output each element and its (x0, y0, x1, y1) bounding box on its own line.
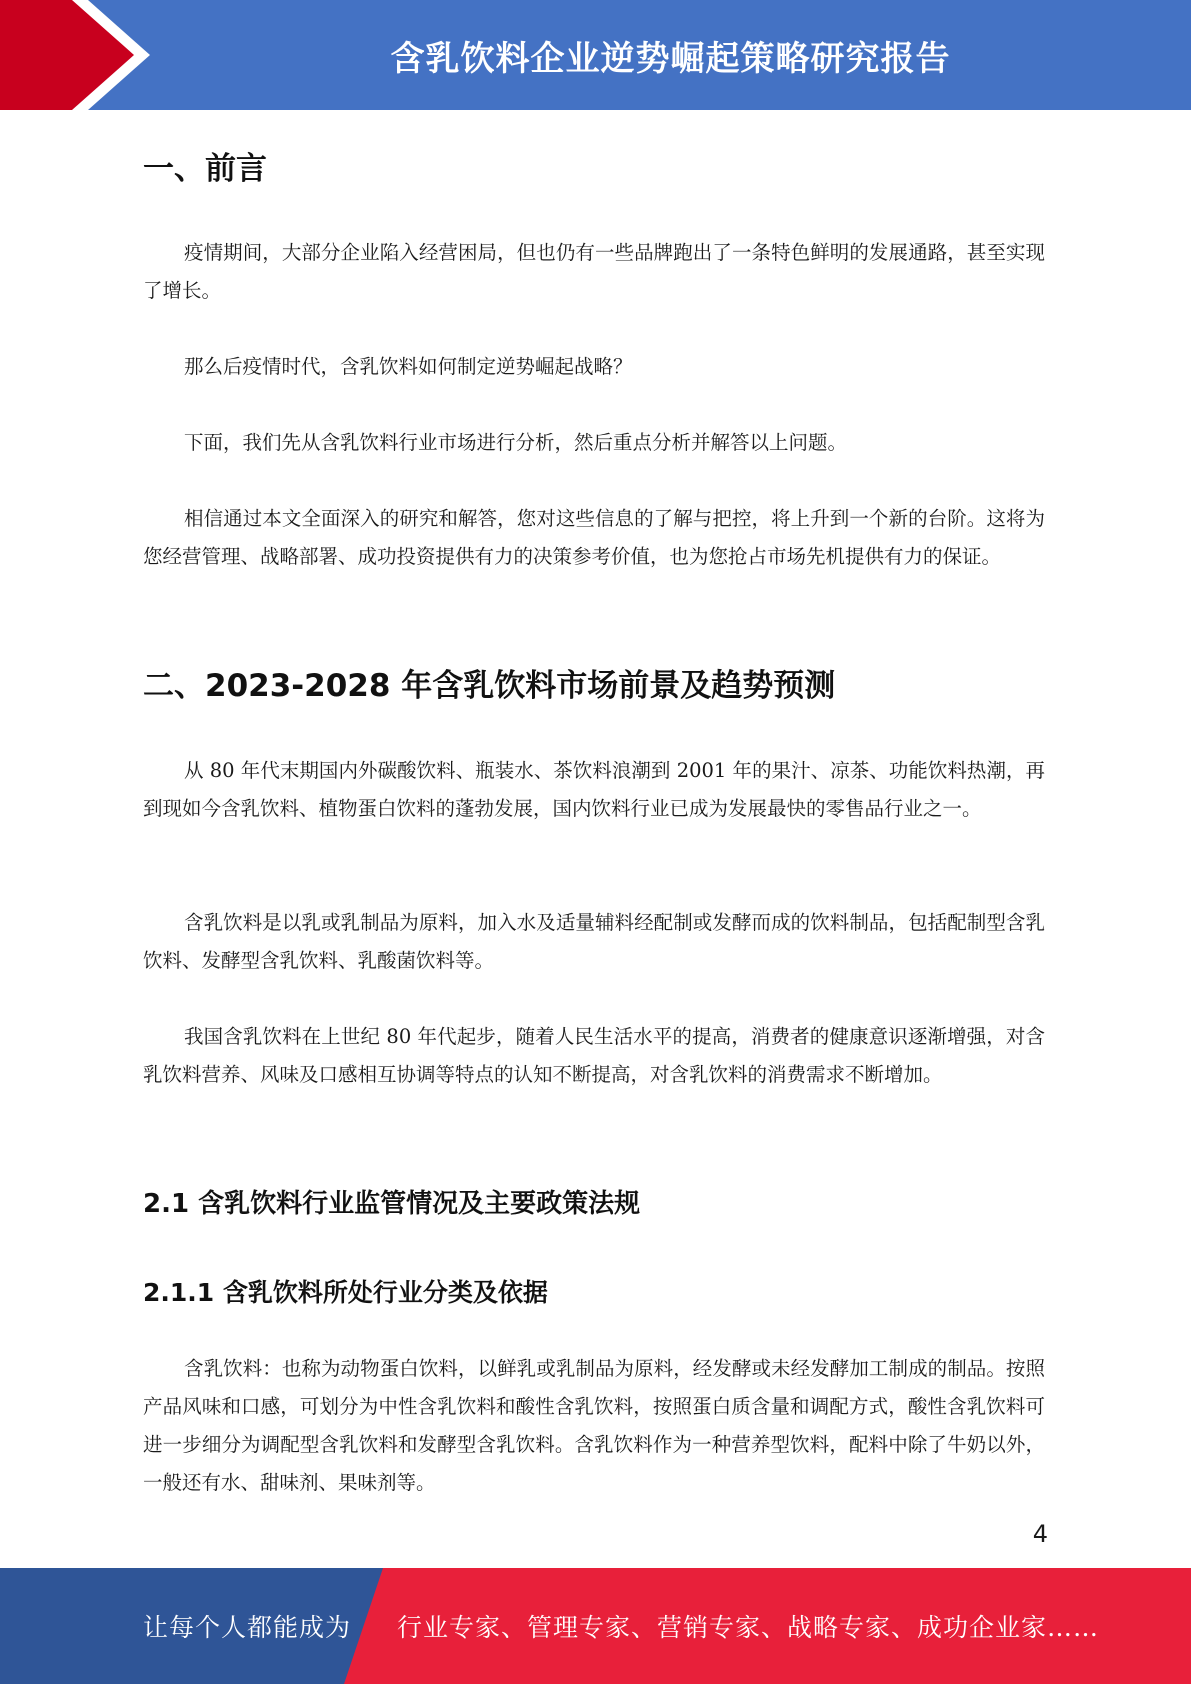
section-1-paragraph-1: 疫情期间，大部分企业陷入经营困局，但也仍有一些品牌跑出了一条特色鲜明的发展通路，甚至实现了增长。 (143, 241, 1045, 302)
footer-slogan-left: 让每个人都能成为 (143, 1613, 352, 1642)
section-2-heading: 二、2023-2028 年含乳饮料市场前景及趋势预测 (143, 668, 836, 704)
page-header (0, 0, 1191, 110)
section-2-paragraph-1: 从 80 年代末期国内外碳酸饮料、瓶装水、茶饮料浪潮到 2001 年的果汁、凉茶、功能饮料热潮，再到现如今含乳饮料、植物蛋白饮料的蓬勃发展，国内饮料行业已成为发展最快的零售品行业之一。 (143, 759, 1045, 820)
subsection-2-1-1-heading: 2.1.1 含乳饮料所处行业分类及依据 (143, 1278, 548, 1307)
page-number: 4 (1032, 1520, 1048, 1548)
section-1-heading: 一、前言 (143, 151, 267, 187)
footer-slogan-right: 行业专家、管理专家、营销专家、战略专家、成功企业家…… (397, 1613, 1100, 1642)
section-2-paragraph-2: 含乳饮料是以乳或乳制品为原料，加入水及适量辅料经配制或发酵而成的饮料制品，包括配制型含乳饮料、发酵型含乳饮料、乳酸菌饮料等。 (143, 911, 1045, 972)
subsection-2-1-1-paragraph: 含乳饮料：也称为动物蛋白饮料，以鲜乳或乳制品为原料，经发酵或未经发酵加工制成的制品。按照产品风味和口感，可划分为中性含乳饮料和酸性含乳饮料，按照蛋白质含量和调配方式，酸性含乳饮料可进一步细分为调配型含乳饮料和发酵型含乳饮料。含乳饮料作为一种营养型饮料，配料中除了牛奶以外，一般还有水、甜味剂、果味剂等。 (143, 1357, 1045, 1494)
section-1-paragraph-3: 下面，我们先从含乳饮料行业市场进行分析，然后重点分析并解答以上问题。 (184, 431, 848, 454)
page-footer (0, 1568, 1191, 1684)
section-1-paragraph-4: 相信通过本文全面深入的研究和解答，您对这些信息的了解与把控，将上升到一个新的台阶。这将为您经营管理、战略部署、成功投资提供有力的决策参考价值，也为您抢占市场先机提供有力的保证。 (143, 507, 1045, 568)
section-1-paragraph-2: 那么后疫情时代，含乳饮料如何制定逆势崛起战略？ (184, 355, 633, 378)
document-title: 含乳饮料企业逆势崛起策略研究报告 (390, 38, 951, 79)
section-2-paragraph-3: 我国含乳饮料在上世纪 80 年代起步，随着人民生活水平的提高，消费者的健康意识逐渐增强，对含乳饮料营养、风味及口感相互协调等特点的认知不断提高，对含乳饮料的消费需求不断增加。 (143, 1025, 1045, 1086)
subsection-2-1-heading: 2.1 含乳饮料行业监管情况及主要政策法规 (143, 1189, 641, 1219)
